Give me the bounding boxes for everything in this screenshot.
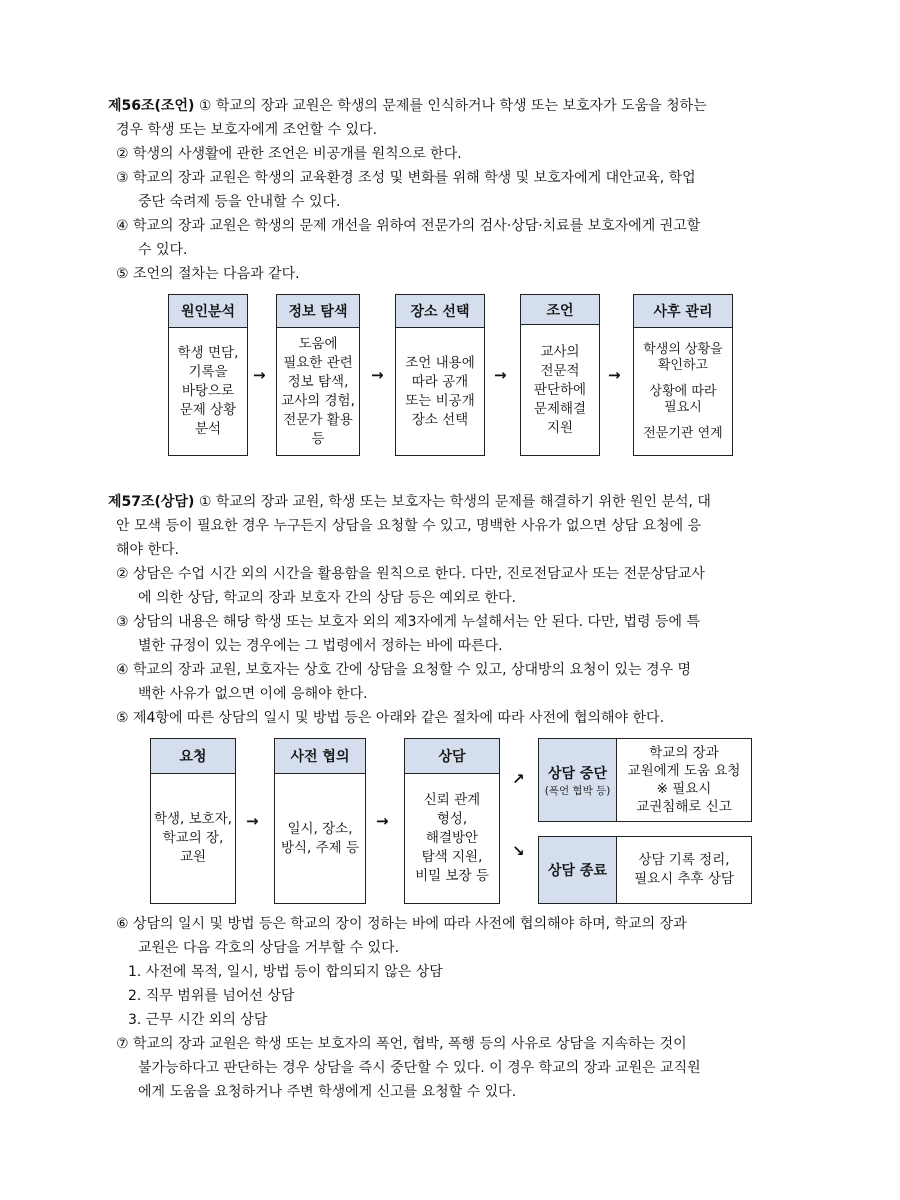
article-56-p4-line2: 수 있다. (138, 242, 188, 258)
article-57-p6-line2: 교원은 다음 각호의 상담을 거부할 수 있다. (138, 940, 400, 956)
flow57-end-line: 상담 기록 정리, (638, 852, 730, 868)
flow56-step-5-line: 확인하고 (657, 357, 709, 373)
flow57-step-2 (274, 738, 366, 904)
flow57-step-1 (150, 738, 236, 904)
article-57-item-1: 1. 사전에 목적, 일시, 방법 등이 합의되지 않은 상담 (128, 964, 443, 980)
flow57-end-line: 필요시 추후 상담 (634, 871, 734, 887)
flow56-step-3-body (396, 328, 484, 455)
flow56-step-3-line: 따라 공개 (411, 373, 469, 390)
flow57-end-body (617, 837, 751, 903)
flow56-step-3-line: 또는 비공개 (405, 392, 475, 409)
article-57-p2-line1: ② 상담은 수업 시간 외의 시간을 활용함을 원칙으로 한다. 다만, 진로전담교사 또는 전문상담교사 (116, 566, 705, 582)
article-57-p6-line1: ⑥ 상담의 일시 및 방법 등은 학교의 장이 정하는 바에 따라 사전에 협의해야 하며, 학교의 장과 (116, 916, 687, 932)
flow56-step-3-title: 장소 선택 (396, 295, 484, 328)
flow56-step-4-title: 조언 (521, 295, 599, 325)
flow57-step-1-title: 요청 (151, 739, 235, 774)
flow56-step-1-line: 바탕으로 (181, 383, 235, 399)
flow56-arrow-1: → (253, 366, 266, 384)
flow57-step-3-line: 탐색 지원, (421, 849, 483, 865)
article-57-p2-line2: 에 의한 상담, 학교의 장과 보호자 간의 상담 등은 예외로 한다. (138, 590, 516, 606)
flow57-stop-line: ※ 필요시 (656, 781, 712, 797)
flow57-end-title: 상담 종료 (539, 837, 617, 903)
flow56-step-1-title: 원인분석 (169, 295, 247, 328)
flow57-step-2-title: 사전 협의 (275, 739, 365, 774)
article-57-item-3: 3. 근무 시간 외의 상담 (128, 1012, 268, 1028)
article-57-p5: ⑤ 제4항에 따른 상담의 일시 및 방법 등은 아래와 같은 절차에 따라 사전에 협의해야 한다. (116, 710, 665, 726)
article-56-p1-line2: 경우 학생 또는 보호자에게 조언할 수 있다. (116, 122, 378, 138)
article-56-p2: ② 학생의 사생활에 관한 조언은 비공개를 원칙으로 한다. (116, 146, 462, 162)
flow56-step-1-line: 학생 면담, (177, 345, 239, 361)
flow57-stop-line: 교권침해로 신고 (636, 799, 732, 815)
flow56-step-2-line: 교사의 경험, (281, 392, 355, 409)
flow56-step-2-line: 필요한 관련 (283, 354, 353, 371)
flow57-step-2-body (275, 774, 365, 903)
article-57-p7-line2: 불가능하다고 판단하는 경우 상담을 즉시 중단할 수 있다. 이 경우 학교의 장과 교원은 교직원 (138, 1060, 701, 1076)
flow56-step-5 (633, 294, 733, 456)
flow57-step-1-line: 교원 (179, 849, 207, 865)
article-57-p3-line2: 별한 규정이 있는 경우에는 그 법령에서 정하는 바에 따른다. (138, 638, 503, 654)
article-57-p7-line1: ⑦ 학교의 장과 교원은 학생 또는 보호자의 폭언, 협박, 폭행 등의 사유로 상담을 지속하는 것이 (116, 1036, 687, 1052)
flow56-step-5-line: 상황에 따라 (649, 383, 717, 399)
flow56-arrow-3: → (494, 366, 507, 384)
flow56-step-3 (395, 294, 485, 456)
article-56-p1-line1: ① 학교의 장과 교원은 학생의 문제를 인식하거나 학생 또는 보호자가 도움을 청하는 (198, 98, 707, 114)
flow57-arrow-up: ↗ (512, 770, 525, 788)
flow56-arrow-2: → (371, 366, 384, 384)
article-56-heading: 제56조(조언) (108, 98, 195, 114)
article-57-p1-line2: 안 모색 등이 필요한 경우 누구든지 상담을 요청할 수 있고, 명백한 사유가 없으면 상담 요청에 응 (116, 518, 702, 534)
flow56-step-4-line: 지원 (546, 419, 574, 436)
flow56-step-5-line: 학생의 상황을 (643, 341, 723, 357)
article-57-item-2: 2. 직무 범위를 넘어선 상담 (128, 988, 295, 1004)
flow56-step-4-line: 문제해결 (533, 400, 587, 417)
flow57-step-3-line: 형성, (436, 811, 468, 827)
article-57-p4-line1: ④ 학교의 장과 교원, 보호자는 상호 간에 상담을 요청할 수 있고, 상대방의 요청이 있는 경우 명 (116, 662, 692, 678)
flow57-step-1-line: 학생, 보호자, (153, 811, 233, 827)
flow56-step-5-title: 사후 관리 (634, 295, 732, 328)
article-57-p3-line1: ③ 상담의 내용은 해당 학생 또는 보호자 외의 제3자에게 누설해서는 안 된다. 다만, 법령 등에 특 (116, 614, 700, 630)
flow56-step-3-line: 조언 내용에 (405, 354, 475, 371)
flow56-step-5-line: 전문기관 연계 (643, 425, 723, 441)
flow57-step-1-line: 학교의 장, (162, 830, 224, 846)
flow57-arrow-1: → (246, 812, 259, 830)
flow56-step-3-line: 장소 선택 (411, 411, 469, 428)
flow57-stop-label (539, 739, 617, 821)
article-56-para-1 (108, 96, 707, 116)
flow57-stop-line: 교원에게 도움 요청 (627, 763, 741, 779)
flow57-stop-body (617, 739, 751, 821)
article-57-heading: 제57조(상담) (108, 494, 195, 510)
article-56-p4-line1: ④ 학교의 장과 교원은 학생의 문제 개선을 위하여 전문가의 검사·상담·치료를 보호자에게 권고할 (116, 218, 701, 234)
article-56-p3-line1: ③ 학교의 장과 교원은 학생의 교육환경 조성 및 변화를 위해 학생 및 보호자에게 대안교육, 학업 (116, 170, 696, 186)
flow57-end-box (538, 836, 752, 904)
flow56-step-2-line: 전문가 활용 (283, 411, 353, 428)
flow57-step-2-line: 방식, 주제 등 (280, 839, 360, 856)
flow57-step-3-line: 비밀 보장 등 (415, 868, 489, 884)
flow56-step-1-line: 분석 (194, 421, 222, 437)
flow56-step-2-line: 등 (311, 430, 325, 447)
flow57-arrow-down: ↘ (512, 842, 525, 860)
flow56-step-4-line: 판단하에 (533, 381, 587, 398)
flow56-step-4 (520, 294, 600, 456)
flow56-step-1 (168, 294, 248, 456)
flow56-step-2-body (277, 328, 359, 455)
article-56-p5: ⑤ 조언의 절차는 다음과 같다. (116, 266, 300, 282)
flow56-step-4-line: 전문적 (540, 362, 580, 379)
flow56-step-1-body (169, 328, 247, 455)
flow56-step-4-line: 교사의 (540, 343, 580, 360)
flow57-step-3 (404, 738, 500, 904)
flow57-stop-box (538, 738, 752, 822)
article-57-p1-line3: 해야 한다. (116, 542, 179, 558)
article-56-p3-line2: 중단 숙려제 등을 안내할 수 있다. (138, 194, 341, 210)
flow56-step-2 (276, 294, 360, 456)
flow56-step-4-body (521, 325, 599, 455)
flow56-step-1-line: 기록을 (188, 364, 228, 380)
flow57-arrow-2: → (376, 812, 389, 830)
flow56-step-2-line: 정보 탐색, (287, 373, 349, 390)
flow57-step-1-body (151, 774, 235, 903)
flow57-stop-subtitle: (폭언 협박 등) (544, 784, 611, 797)
flow57-step-3-title: 상담 (405, 739, 499, 774)
article-57-p7-line3: 에게 도움을 요청하거나 주변 학생에게 신고를 요청할 수 있다. (138, 1084, 517, 1100)
flow57-step-3-line: 신뢰 관계 (423, 792, 481, 808)
flow57-stop-title: 상담 중단 (548, 765, 607, 782)
flow57-step-3-line: 해결방안 (425, 830, 479, 846)
article-57-p1-line1: ① 학교의 장과 교원, 학생 또는 보호자는 학생의 문제를 해결하기 위한 원인 분석, 대 (198, 494, 711, 510)
flow57-stop-line: 학교의 장과 (649, 745, 719, 761)
flow56-step-5-body (634, 328, 732, 455)
flow56-step-5-line: 필요시 (664, 399, 702, 415)
article-57-para-1 (108, 492, 711, 512)
flow57-step-2-line: 일시, 장소, (287, 820, 353, 837)
article-57-p4-line2: 백한 사유가 없으면 이에 응해야 한다. (138, 686, 368, 702)
flow56-step-2-line: 도움에 (298, 335, 338, 352)
flow56-step-1-line: 문제 상황 (179, 402, 237, 418)
flow56-arrow-4: → (608, 366, 621, 384)
flow57-step-3-body (405, 774, 499, 903)
flow56-step-2-title: 정보 탐색 (277, 295, 359, 328)
